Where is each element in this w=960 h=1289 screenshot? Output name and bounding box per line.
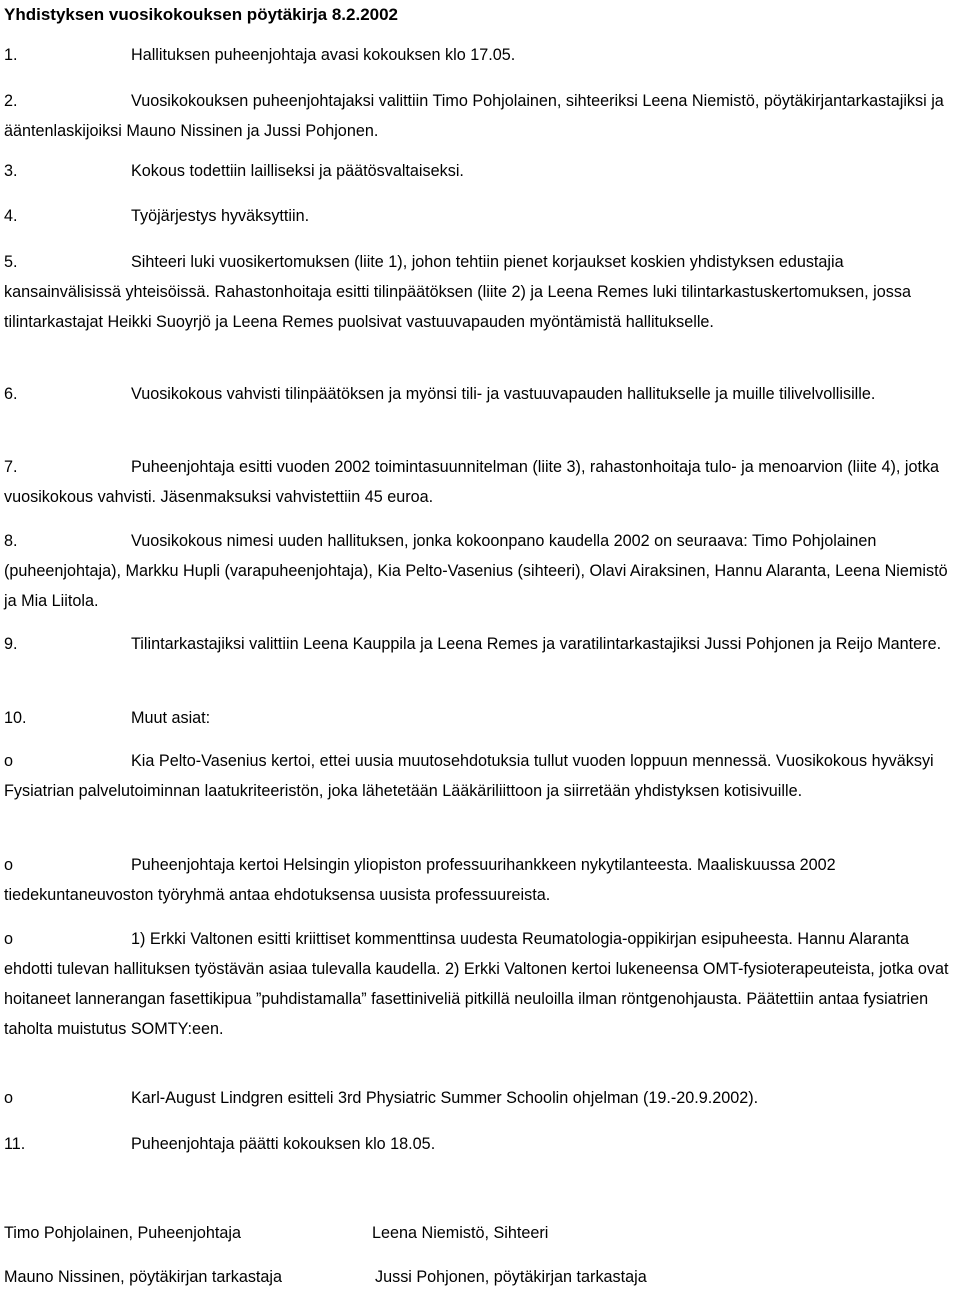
list-item [4,1083,956,1113]
item-text: Muut asiat: [131,709,211,727]
signature-examiner-1: Mauno Nissinen, pöytäkirjan tarkastaja [4,1268,283,1286]
item-text: Vuosikokous nimesi uuden hallituksen, jonka kokoonpano kaudella 2002 on seuraava: Timo Pohjolainen (puheenjohtaja), Markku Hupli (varapuheenjohtaja), Kia Pelto-Vasenius (sihteeri), Olavi Airaksinen, Hannu Alaranta, Leena Niemistö ja Mia Liitola. [4,532,948,610]
agenda-item-11 [4,1129,956,1159]
item-text: Kokous todettiin lailliseksi ja päätösvaltaiseksi. [131,162,464,180]
signature-secretary: Leena Niemistö, Sihteeri [372,1224,549,1242]
agenda-item-10 [4,703,956,733]
item-text: Karl-August Lindgren esitteli 3rd Physiatric Summer Schoolin ohjelman (19.-20.9.2002). [131,1089,759,1107]
agenda-item-9 [4,629,956,659]
agenda-item-6 [4,379,956,409]
item-text: Kia Pelto-Vasenius kertoi, ettei uusia muutosehdotuksia tullut vuoden loppuun mennessä. Vuosikokous hyväksyi Fysiatrian palvelutoiminnan laatukriteeristön, joka lähetetään Lääkäriliittoon ja siirretään yhdistyksen kotisivuille. [4,752,934,800]
item-number: 4. [4,207,18,225]
item-text: Puheenjohtaja päätti kokouksen klo 18.05. [131,1135,436,1153]
item-text: Hallituksen puheenjohtaja avasi kokouksen klo 17.05. [131,46,516,64]
agenda-item-1 [4,40,956,70]
signature-chair: Timo Pohjolainen, Puheenjohtaja [4,1224,241,1242]
item-number: 8. [4,532,18,550]
item-number: 6. [4,385,18,403]
agenda-item-8 [4,526,956,616]
bullet: o [4,856,14,874]
agenda-item-4 [4,201,956,231]
bullet: o [4,930,14,948]
signature-examiner-2: Jussi Pohjonen, pöytäkirjan tarkastaja [375,1268,647,1286]
agenda-item-5 [4,247,956,337]
list-item [4,924,956,1044]
item-text: Vuosikokous vahvisti tilinpäätöksen ja myönsi tili- ja vastuuvapauden hallitukselle ja muille tilivelvollisille. [131,385,876,403]
agenda-item-2 [4,86,956,146]
agenda-item-7 [4,452,956,512]
agenda-item-3 [4,156,956,186]
item-number: 10. [4,709,27,727]
item-number: 1. [4,46,18,64]
item-number: 3. [4,162,18,180]
item-number: 11. [4,1135,26,1153]
item-text: Tilintarkastajiksi valittiin Leena Kauppila ja Leena Remes ja varatilintarkastajiksi Jussi Pohjonen ja Reijo Mantere. [131,635,942,653]
item-number: 5. [4,253,18,271]
bullet: o [4,752,14,770]
list-item [4,746,956,806]
item-number: 9. [4,635,18,653]
item-text: Työjärjestys hyväksyttiin. [131,207,310,225]
item-text: Puheenjohtaja kertoi Helsingin yliopiston professuurihankkeen nykytilanteesta. Maaliskuussa 2002 tiedekuntaneuvoston työryhmä antaa ehdotuksensa uusista professuureista. [4,856,836,904]
item-text: Puheenjohtaja esitti vuoden 2002 toimintasuunnitelman (liite 3), rahastonhoitaja tulo- ja menoarvion (liite 4), jotka vuosikokous vahvisti. Jäsenmaksuksi vahvistettiin 45 euroa. [4,458,940,506]
bullet: o [4,1089,14,1107]
item-text: Vuosikokouksen puheenjohtajaksi valittiin Timo Pohjolainen, sihteeriksi Leena Niemistö, pöytäkirjantarkastajiksi ja ääntenlaskijoiksi Mauno Nissinen ja Jussi Pohjonen. [4,92,944,140]
item-text: Sihteeri luki vuosikertomuksen (liite 1), johon tehtiin pienet korjaukset koskien yhdistyksen edustajia kansainvälisissä yhteisöissä. Rahastonhoitaja esitti tilinpäätöksen (liite 2) ja Leena Remes luki tilintarkastuskertomuksen, jossa tilintarkastajat Heikki Suoyrjö ja Leena Remes puolsivat vastuuvapauden myöntämistä hallitukselle. [4,253,911,331]
item-number: 7. [4,458,18,476]
item-number: 2. [4,92,18,110]
document-title: Yhdistyksen vuosikokouksen pöytäkirja 8.2.2002 [4,5,399,24]
list-item [4,850,956,910]
item-text: 1) Erkki Valtonen esitti kriittiset kommenttinsa uudesta Reumatologia-oppikirjan esipuheesta. Hannu Alaranta ehdotti tulevan hallituksen työstävän asiaa tulevalla kaudella. 2) Erkki Valtonen kertoi lukeneensa OMT-fysioterapeuteista, jotka ovat hoitaneet lannerangan fasettikipua ”puhdistamalla” fasettiniveliä pitkillä neuloilla ilman röntgenohjausta. Päätettiin antaa fysiatrien taholta muistutus SOMTY:een. [4,930,949,1038]
